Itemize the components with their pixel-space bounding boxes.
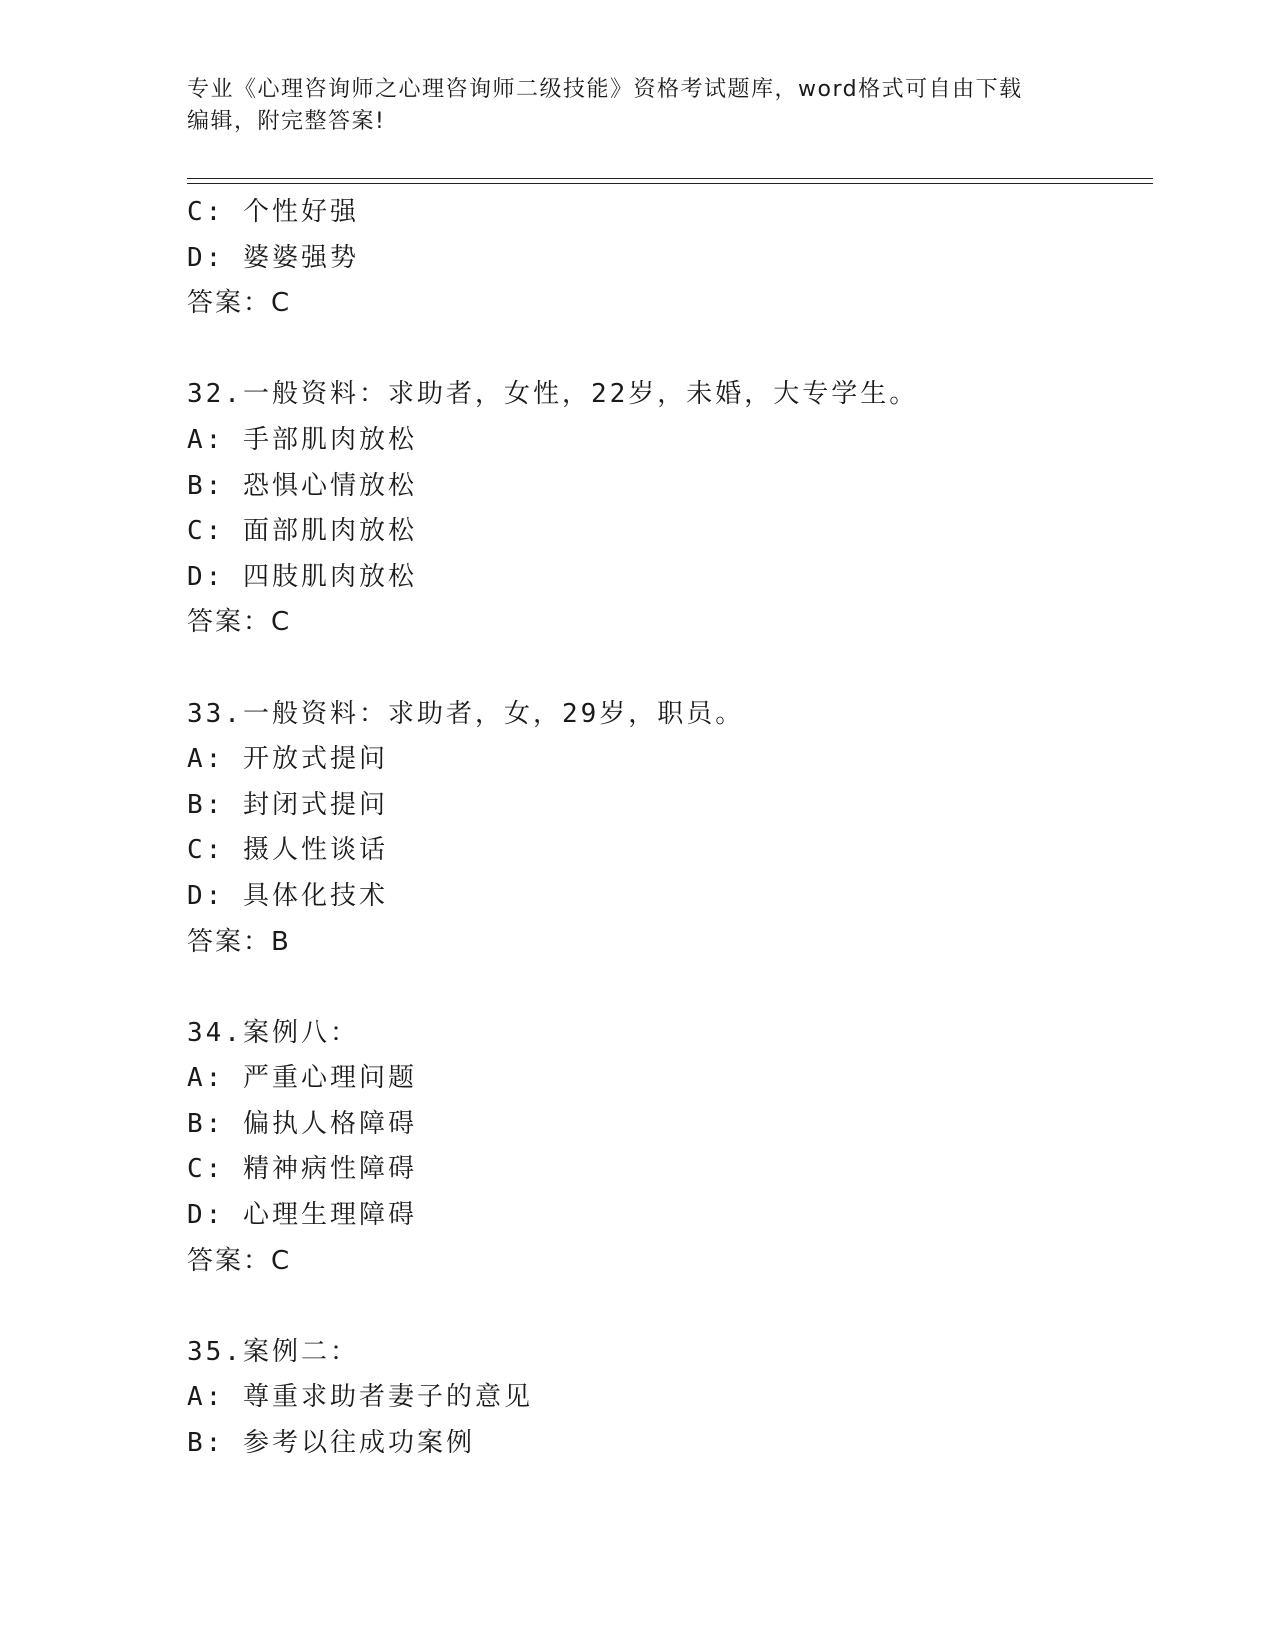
header-divider-bottom — [187, 183, 1153, 184]
header-line-2: 编辑，附完整答案! — [187, 109, 386, 134]
question-title: 34.案例八： — [187, 1017, 359, 1048]
option-c: C: 精神病性障碍 — [187, 1154, 417, 1185]
option-c: C: 面部肌肉放松 — [187, 516, 417, 547]
option-c: C: 摄人性谈话 — [187, 835, 388, 866]
answer-line: 答案：C — [187, 288, 292, 319]
option-c: C: 个性好强 — [187, 197, 359, 227]
option-a: A: 严重心理问题 — [187, 1063, 417, 1094]
header-line-1: 专业《心理咨询师之心理咨询师二级技能》资格考试题库，word格式可自由下载 — [187, 77, 1023, 102]
option-a: A: 开放式提问 — [187, 744, 388, 775]
spacer — [187, 327, 1147, 373]
question-list — [187, 190, 1147, 1467]
option-b: B: 参考以往成功案例 — [187, 1428, 475, 1459]
option-b: B: 恐惧心情放松 — [187, 470, 417, 501]
spacer — [187, 1284, 1147, 1330]
question-title: 33.一般资料：求助者，女，29岁，职员。 — [187, 698, 745, 729]
option-a: A: 尊重求助者妻子的意见 — [187, 1382, 533, 1413]
question-title: 35.案例二： — [187, 1336, 359, 1367]
header-divider-top — [187, 178, 1153, 179]
option-d: D: 心理生理障碍 — [187, 1200, 417, 1231]
question-33 — [187, 692, 1147, 966]
spacer — [187, 965, 1147, 1011]
option-b: B: 偏执人格障碍 — [187, 1108, 417, 1139]
option-d: D: 具体化技术 — [187, 880, 388, 911]
answer-line: 答案：B — [187, 926, 291, 957]
document-header — [187, 74, 1067, 138]
previous-question-tail — [187, 190, 1147, 327]
answer-line: 答案：C — [187, 607, 292, 638]
option-b: B: 封闭式提问 — [187, 789, 388, 820]
question-title: 32.一般资料：求助者，女性，22岁，未婚，大专学生。 — [187, 379, 919, 410]
answer-line: 答案：C — [187, 1245, 292, 1276]
question-32 — [187, 372, 1147, 646]
option-d: D: 四肢肌肉放松 — [187, 561, 417, 592]
spacer — [187, 646, 1147, 692]
question-34 — [187, 1011, 1147, 1285]
question-35 — [187, 1330, 1147, 1467]
option-a: A: 手部肌肉放松 — [187, 424, 417, 455]
option-d: D: 婆婆强势 — [187, 242, 359, 273]
